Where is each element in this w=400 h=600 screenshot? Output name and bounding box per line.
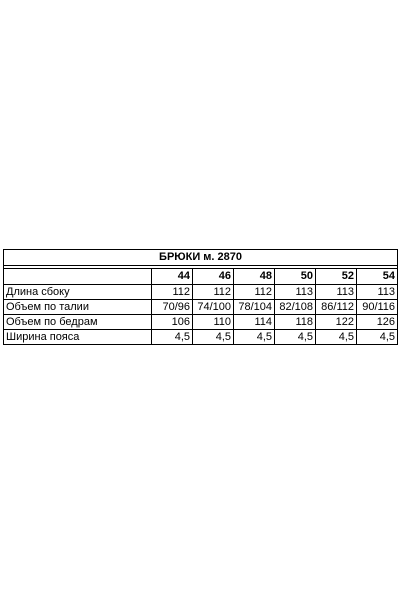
table-row (4, 300, 398, 315)
table-cell: 4,5 (357, 330, 398, 345)
size-header-cell: 50 (275, 269, 316, 285)
table-cell: 4,5 (193, 330, 234, 345)
table-cell: 106 (152, 315, 193, 330)
table-title-row (4, 250, 398, 266)
table-cell: 113 (316, 285, 357, 300)
table-cell: 112 (152, 285, 193, 300)
table-cell: 78/104 (234, 300, 275, 315)
row-label: Ширина пояса (4, 330, 152, 345)
table-cell: 90/116 (357, 300, 398, 315)
size-header-cell: 48 (234, 269, 275, 285)
sizes-header-row (4, 269, 398, 285)
table-cell: 74/100 (193, 300, 234, 315)
table-cell: 86/112 (316, 300, 357, 315)
table-cell: 4,5 (152, 330, 193, 345)
table-cell: 126 (357, 315, 398, 330)
table-cell: 112 (193, 285, 234, 300)
size-header-cell: 54 (357, 269, 398, 285)
table-cell: 122 (316, 315, 357, 330)
size-header-cell: 44 (152, 269, 193, 285)
row-label: Объем по бедрам (4, 315, 152, 330)
size-header-cell: 46 (193, 269, 234, 285)
size-header-cell: 52 (316, 269, 357, 285)
table-cell: 110 (193, 315, 234, 330)
table-cell: 113 (357, 285, 398, 300)
table-cell: 70/96 (152, 300, 193, 315)
table-cell: 113 (275, 285, 316, 300)
size-chart-table (3, 249, 398, 345)
table-row (4, 315, 398, 330)
table-row (4, 330, 398, 345)
table-row (4, 285, 398, 300)
row-label: Длина сбоку (4, 285, 152, 300)
table-title: БРЮКИ м. 2870 (4, 250, 398, 266)
header-empty-cell (4, 269, 152, 285)
table-cell: 112 (234, 285, 275, 300)
table-cell: 4,5 (316, 330, 357, 345)
table-cell: 4,5 (275, 330, 316, 345)
table-cell: 114 (234, 315, 275, 330)
row-label: Объем по талии (4, 300, 152, 315)
table-cell: 82/108 (275, 300, 316, 315)
table-cell: 4,5 (234, 330, 275, 345)
table-cell: 118 (275, 315, 316, 330)
